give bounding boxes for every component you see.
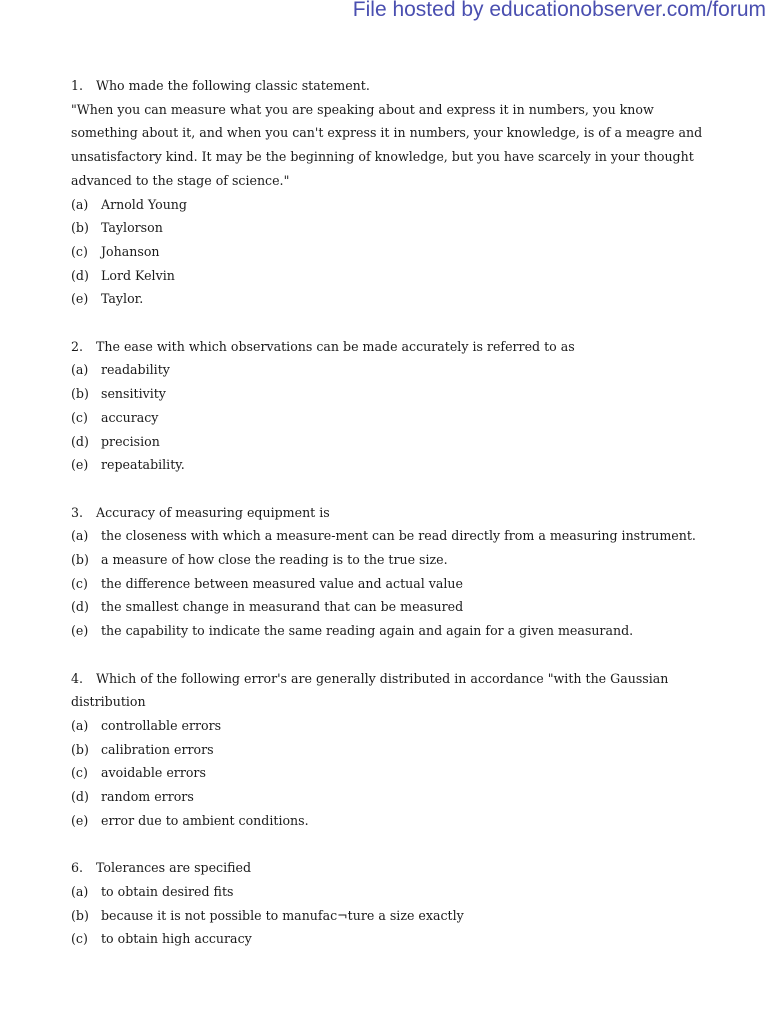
option-key: (a) [71, 362, 89, 378]
option-b [71, 738, 711, 762]
option-key: (b) [71, 741, 89, 757]
option-text: sensitivity [101, 386, 166, 402]
option-text: a measure of how close the reading is to the true size. [101, 552, 448, 568]
option-key: (a) [71, 883, 89, 899]
option-c [71, 240, 711, 264]
option-text: precision [101, 433, 160, 449]
option-text: to obtain desired fits [101, 883, 234, 899]
option-key: (b) [71, 386, 89, 402]
option-d [71, 430, 711, 454]
option-c [71, 761, 711, 785]
option-key: (e) [71, 457, 89, 473]
option-b [71, 382, 711, 406]
question-number: 3. [71, 504, 84, 520]
option-key: (a) [71, 196, 89, 212]
option-text: the difference between measured value and actual value [101, 575, 463, 591]
option-key: (d) [71, 267, 89, 283]
option-key: (c) [71, 243, 88, 259]
question-2 [71, 335, 711, 477]
option-key: (b) [71, 220, 89, 236]
option-key: (c) [71, 765, 88, 781]
document-body [71, 74, 711, 975]
option-a [71, 358, 711, 382]
question-number: 2. [71, 338, 84, 354]
option-e [71, 809, 711, 833]
option-c [71, 406, 711, 430]
option-text: controllable errors [101, 717, 222, 733]
option-text: random errors [101, 789, 194, 805]
question-stem [71, 856, 711, 880]
option-key: (d) [71, 789, 89, 805]
hosted-by-banner: File hosted by educationobserver.com/forum [352, 0, 766, 21]
option-a [71, 880, 711, 904]
option-text: Arnold Young [101, 196, 187, 212]
question-stem [71, 335, 711, 359]
question-number: 6. [71, 860, 84, 876]
option-text: readability [101, 362, 170, 378]
option-text: calibration errors [101, 741, 214, 757]
option-key: (c) [71, 931, 88, 947]
option-key: (e) [71, 623, 89, 639]
option-key: (c) [71, 575, 88, 591]
question-number: 1. [71, 78, 84, 93]
option-text: Taylor. [101, 291, 144, 307]
option-text: repeatability. [101, 457, 185, 473]
question-4 [71, 667, 711, 833]
question-6 [71, 856, 711, 951]
question-quote: "When you can measure what you are speaking about and express it in numbers, you know something about it, and when you can't express it in numbers, your knowledge, is of a meagre and unsatisfactory kind. It may be the beginning of knowledge, but you have scarcely in your thought advanced to the stage of science." [71, 101, 703, 188]
option-text: the closeness with which a measure-ment can be read directly from a measuring instrument. [101, 528, 696, 544]
option-text: the smallest change in measurand that can be measured [101, 599, 464, 615]
option-a [71, 714, 711, 738]
option-text: Lord Kelvin [101, 267, 175, 283]
question-text: Who made the following classic statement. [96, 78, 370, 93]
option-d [71, 595, 711, 619]
option-a [71, 193, 711, 217]
option-b [71, 548, 711, 572]
option-a [71, 524, 711, 548]
option-key: (b) [71, 552, 89, 568]
option-text: because it is not possible to manufac¬ture a size exactly [101, 907, 464, 923]
option-e [71, 287, 711, 311]
option-text: avoidable errors [101, 765, 206, 781]
question-text: Accuracy of measuring equipment is [96, 504, 330, 520]
question-number: 4. [71, 670, 84, 686]
option-text: Johanson [101, 243, 160, 259]
option-key: (d) [71, 433, 89, 449]
question-text: Which of the following error's are generally distributed in accordance "with the Gaussian distribution [71, 670, 669, 710]
question-text: The ease with which observations can be made accurately is referred to as [96, 338, 575, 354]
option-key: (d) [71, 599, 89, 615]
option-e [71, 619, 711, 643]
option-key: (a) [71, 528, 89, 544]
question-stem [71, 667, 711, 714]
option-text: Taylorson [101, 220, 163, 236]
question-1 [71, 74, 711, 311]
option-text: to obtain high accuracy [101, 931, 252, 947]
option-text: accuracy [101, 409, 159, 425]
option-key: (b) [71, 907, 89, 923]
option-d [71, 264, 711, 288]
option-key: (e) [71, 812, 89, 828]
option-c [71, 572, 711, 596]
option-key: (e) [71, 291, 89, 307]
question-stem [71, 74, 711, 98]
question-3 [71, 501, 711, 643]
option-key: (a) [71, 717, 89, 733]
option-text: error due to ambient conditions. [101, 812, 309, 828]
option-e [71, 453, 711, 477]
option-d [71, 785, 711, 809]
option-c [71, 927, 711, 951]
question-stem [71, 501, 711, 525]
option-key: (c) [71, 409, 88, 425]
question-text: Tolerances are specified [96, 860, 252, 876]
option-b [71, 216, 711, 240]
option-b [71, 904, 711, 928]
option-text: the capability to indicate the same reading again and again for a given measurand. [101, 623, 634, 639]
